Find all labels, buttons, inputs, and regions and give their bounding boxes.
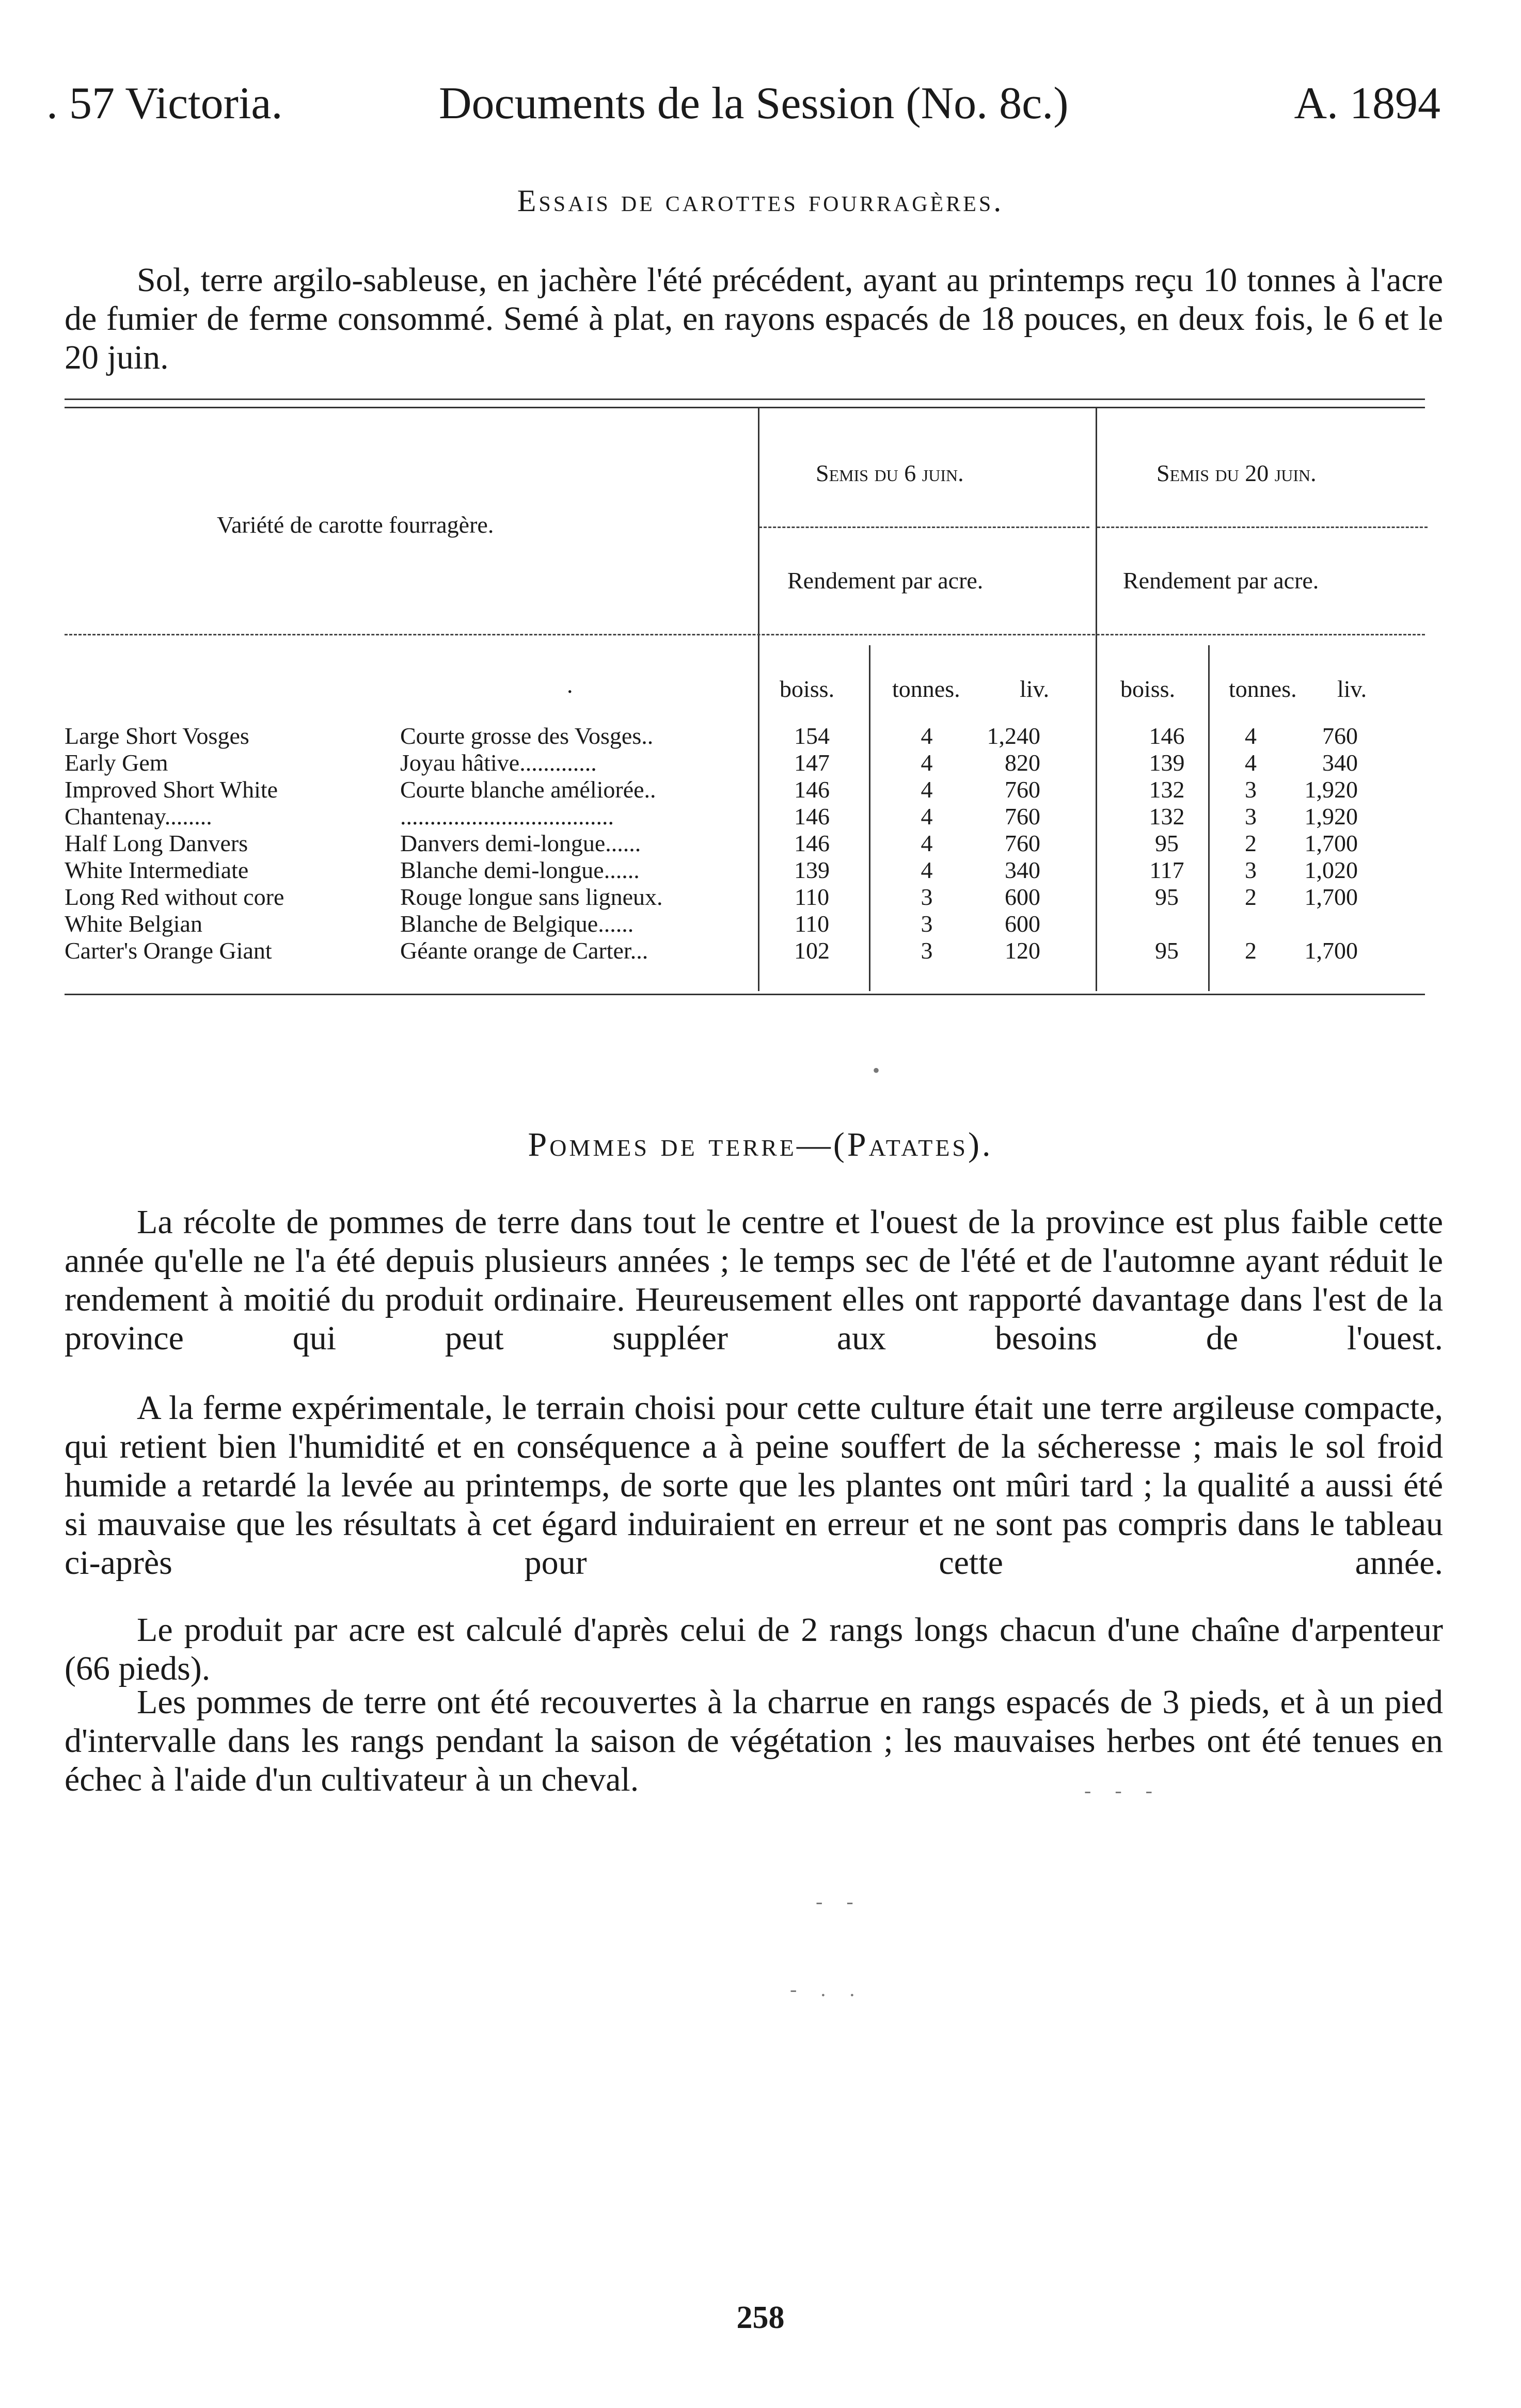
cell-fr: Blanche de Belgique...... bbox=[400, 911, 634, 937]
table-row bbox=[65, 749, 1358, 776]
cell-t1: 4 bbox=[921, 749, 933, 776]
cell-b1: 154 bbox=[794, 723, 830, 749]
carrots-intro-paragraph: Sol, terre argilo-sableuse, en jachère l'été précédent, ayant au printemps reçu 10 tonnes à l'acre de fumier de ferme consommé. Semé à plat, en rayons espacés de 18 pouces, en deux fois, le 6 et le 20 juin. bbox=[65, 261, 1443, 376]
table-row bbox=[65, 723, 1358, 749]
carrots-section-title: Essais de carottes fourragères. bbox=[517, 184, 1004, 218]
group2-dash-rule bbox=[1097, 527, 1428, 528]
table-row bbox=[65, 776, 1358, 803]
group1-header: Semis du 6 juin. bbox=[816, 460, 964, 486]
table-top-rule-2 bbox=[65, 407, 1425, 408]
cell-l1: 1,240 bbox=[987, 723, 1040, 749]
cell-b2: 132 bbox=[1149, 776, 1185, 803]
col-boiss-2: boiss. bbox=[1120, 676, 1176, 702]
cell-l1: 760 bbox=[1005, 776, 1040, 803]
cell-l1: 760 bbox=[1005, 830, 1040, 856]
cell-fr: Courte blanche améliorée.. bbox=[400, 776, 656, 803]
cell-t1: 4 bbox=[921, 830, 933, 856]
running-header bbox=[46, 77, 1440, 150]
variety-column-header: Variété de carotte fourragère. bbox=[217, 512, 494, 538]
col-liv-2: liv. bbox=[1337, 676, 1367, 702]
cell-l2: 1,020 bbox=[1304, 857, 1358, 883]
header-volume: . 57 Victoria. bbox=[46, 78, 283, 129]
group1-yield-header: Rendement par acre. bbox=[787, 567, 984, 594]
table-row bbox=[65, 937, 1358, 964]
cell-fr: Courte grosse des Vosges.. bbox=[400, 723, 654, 749]
cell-l1: 120 bbox=[1005, 937, 1040, 964]
cell-l1: 340 bbox=[1005, 857, 1040, 883]
cell-fr: .................................... bbox=[400, 803, 614, 830]
cell-t2: 2 bbox=[1245, 830, 1257, 856]
cell-fr: Joyau hâtive............. bbox=[400, 749, 597, 776]
cell-t2: 2 bbox=[1245, 884, 1257, 910]
cell-en: Carter's Orange Giant bbox=[65, 937, 272, 964]
header-dash-rule bbox=[65, 634, 1425, 635]
cell-t1: 4 bbox=[921, 803, 933, 830]
cell-fr: Géante orange de Carter... bbox=[400, 937, 648, 964]
table-row bbox=[65, 857, 1358, 884]
cell-t2: 3 bbox=[1245, 776, 1257, 803]
cell-en: Improved Short White bbox=[65, 776, 278, 803]
group1-dash-rule bbox=[759, 527, 1089, 528]
potatoes-section-title: Pommes de terre—(Patates). bbox=[528, 1126, 993, 1163]
cell-l2: 760 bbox=[1322, 723, 1358, 749]
cell-b1: 147 bbox=[794, 749, 830, 776]
cell-en: White Belgian bbox=[65, 911, 202, 937]
cell-l1: 600 bbox=[1005, 884, 1040, 910]
cell-b2: 95 bbox=[1155, 937, 1179, 964]
cell-en: Chantenay........ bbox=[65, 803, 212, 830]
print-speck: - . . bbox=[790, 1978, 864, 2001]
table-row bbox=[65, 803, 1358, 830]
group2-header: Semis du 20 juin. bbox=[1156, 460, 1317, 486]
cell-t1: 4 bbox=[921, 857, 933, 883]
cell-l2: 1,700 bbox=[1304, 830, 1358, 856]
cell-b1: 146 bbox=[794, 803, 830, 830]
cell-t1: 3 bbox=[921, 937, 933, 964]
cell-en: Large Short Vosges bbox=[65, 723, 249, 749]
col-tonnes-1: tonnes. bbox=[892, 676, 960, 702]
cell-t2: 3 bbox=[1245, 857, 1257, 883]
potatoes-paragraph-2: A la ferme expérimentale, le terrain choisi pour cette culture était une terre argileuse compacte, qui retient bien l'humidité et en conséquence a à peine souffert de la sécheresse ; mais le sol froid humide a retardé la levée au printemps, de sorte que les plantes ont mûri tard ; la qualité a aussi été si mauvaise que les résultats à cet égard induiraient en erreur et ne sont pas compris dans le tableau ci-après pour cette année. bbox=[65, 1389, 1443, 1582]
print-speck: - - - bbox=[1084, 1779, 1162, 1802]
header-title: Documents de la Session (No. 8c.) bbox=[439, 78, 1069, 129]
cell-b1: 146 bbox=[794, 830, 830, 856]
cell-t1: 4 bbox=[921, 723, 933, 749]
cell-b1: 110 bbox=[794, 911, 830, 937]
cell-b2: 95 bbox=[1155, 884, 1179, 910]
potatoes-paragraph-4: Les pommes de terre ont été recouvertes à la charrue en rangs espacés de 3 pieds, et à un pied d'intervalle dans les rangs pendant la saison de végétation ; les mauvaises herbes ont été tenues en échec à l'aide d'un cultivateur à un cheval. bbox=[65, 1683, 1443, 1798]
header-year: A. 1894 bbox=[1294, 78, 1440, 129]
cell-fr: Danvers demi-longue...... bbox=[400, 830, 641, 856]
cell-b2: 132 bbox=[1149, 803, 1185, 830]
cell-l1: 760 bbox=[1005, 803, 1040, 830]
cell-b2: 139 bbox=[1149, 749, 1185, 776]
col-liv-1: liv. bbox=[1020, 676, 1050, 702]
table-bottom-rule bbox=[65, 994, 1425, 995]
cell-t1: 4 bbox=[921, 776, 933, 803]
cell-en: Long Red without core bbox=[65, 884, 284, 910]
cell-en: White Intermediate bbox=[65, 857, 249, 883]
stray-dot: . bbox=[567, 672, 573, 698]
cell-en: Early Gem bbox=[65, 749, 168, 776]
cell-b2 bbox=[1092, 911, 1221, 937]
cell-l1: 600 bbox=[1005, 911, 1040, 937]
cell-fr: Blanche demi-longue...... bbox=[400, 857, 640, 883]
cell-t2 bbox=[1221, 911, 1280, 937]
cell-b2: 117 bbox=[1149, 857, 1184, 883]
table-row bbox=[65, 911, 1358, 937]
cell-t2: 3 bbox=[1245, 803, 1257, 830]
cell-t2: 4 bbox=[1245, 749, 1257, 776]
cell-l2: 340 bbox=[1322, 749, 1358, 776]
group2-yield-header: Rendement par acre. bbox=[1123, 567, 1319, 594]
carrot-yield-table bbox=[65, 723, 1358, 964]
cell-t1: 3 bbox=[921, 911, 933, 937]
col-boiss-1: boiss. bbox=[780, 676, 835, 702]
cell-b1: 102 bbox=[794, 937, 830, 964]
cell-t1: 3 bbox=[921, 884, 933, 910]
potatoes-paragraph-3: Le produit par acre est calculé d'après celui de 2 rangs longs chacun d'une chaîne d'arpenteur (66 pieds). bbox=[65, 1611, 1443, 1687]
cell-en: Half Long Danvers bbox=[65, 830, 248, 856]
print-speck: • bbox=[873, 1059, 890, 1082]
cell-l2: 1,700 bbox=[1304, 884, 1358, 910]
cell-l2 bbox=[1280, 911, 1358, 937]
cell-t2: 2 bbox=[1245, 937, 1257, 964]
page-number: 258 bbox=[736, 2300, 785, 2335]
table-top-rule bbox=[65, 398, 1425, 400]
cell-b2: 95 bbox=[1155, 830, 1179, 856]
potatoes-paragraph-1: La récolte de pommes de terre dans tout le centre et l'ouest de la province est plus faible cette année qu'elle ne l'a été depuis plusieurs années ; le temps sec de l'été et de l'automne ayant réduit le rendement à moitié du produit ordinaire. Heureusement elles ont rapporté davantage dans l'est de la province qui peut suppléer aux besoins de l'ouest. bbox=[65, 1203, 1443, 1357]
cell-fr: Rouge longue sans ligneux. bbox=[400, 884, 663, 910]
cell-b1: 139 bbox=[794, 857, 830, 883]
cell-b2: 146 bbox=[1149, 723, 1185, 749]
cell-t2: 4 bbox=[1245, 723, 1257, 749]
cell-l1: 820 bbox=[1005, 749, 1040, 776]
cell-l2: 1,920 bbox=[1304, 803, 1358, 830]
cell-b1: 110 bbox=[794, 884, 830, 910]
table-row bbox=[65, 830, 1358, 857]
cell-l2: 1,700 bbox=[1304, 937, 1358, 964]
print-speck: - - bbox=[816, 1890, 863, 1913]
cell-l2: 1,920 bbox=[1304, 776, 1358, 803]
col-tonnes-2: tonnes. bbox=[1229, 676, 1297, 702]
table-row bbox=[65, 884, 1358, 911]
cell-b1: 146 bbox=[794, 776, 830, 803]
